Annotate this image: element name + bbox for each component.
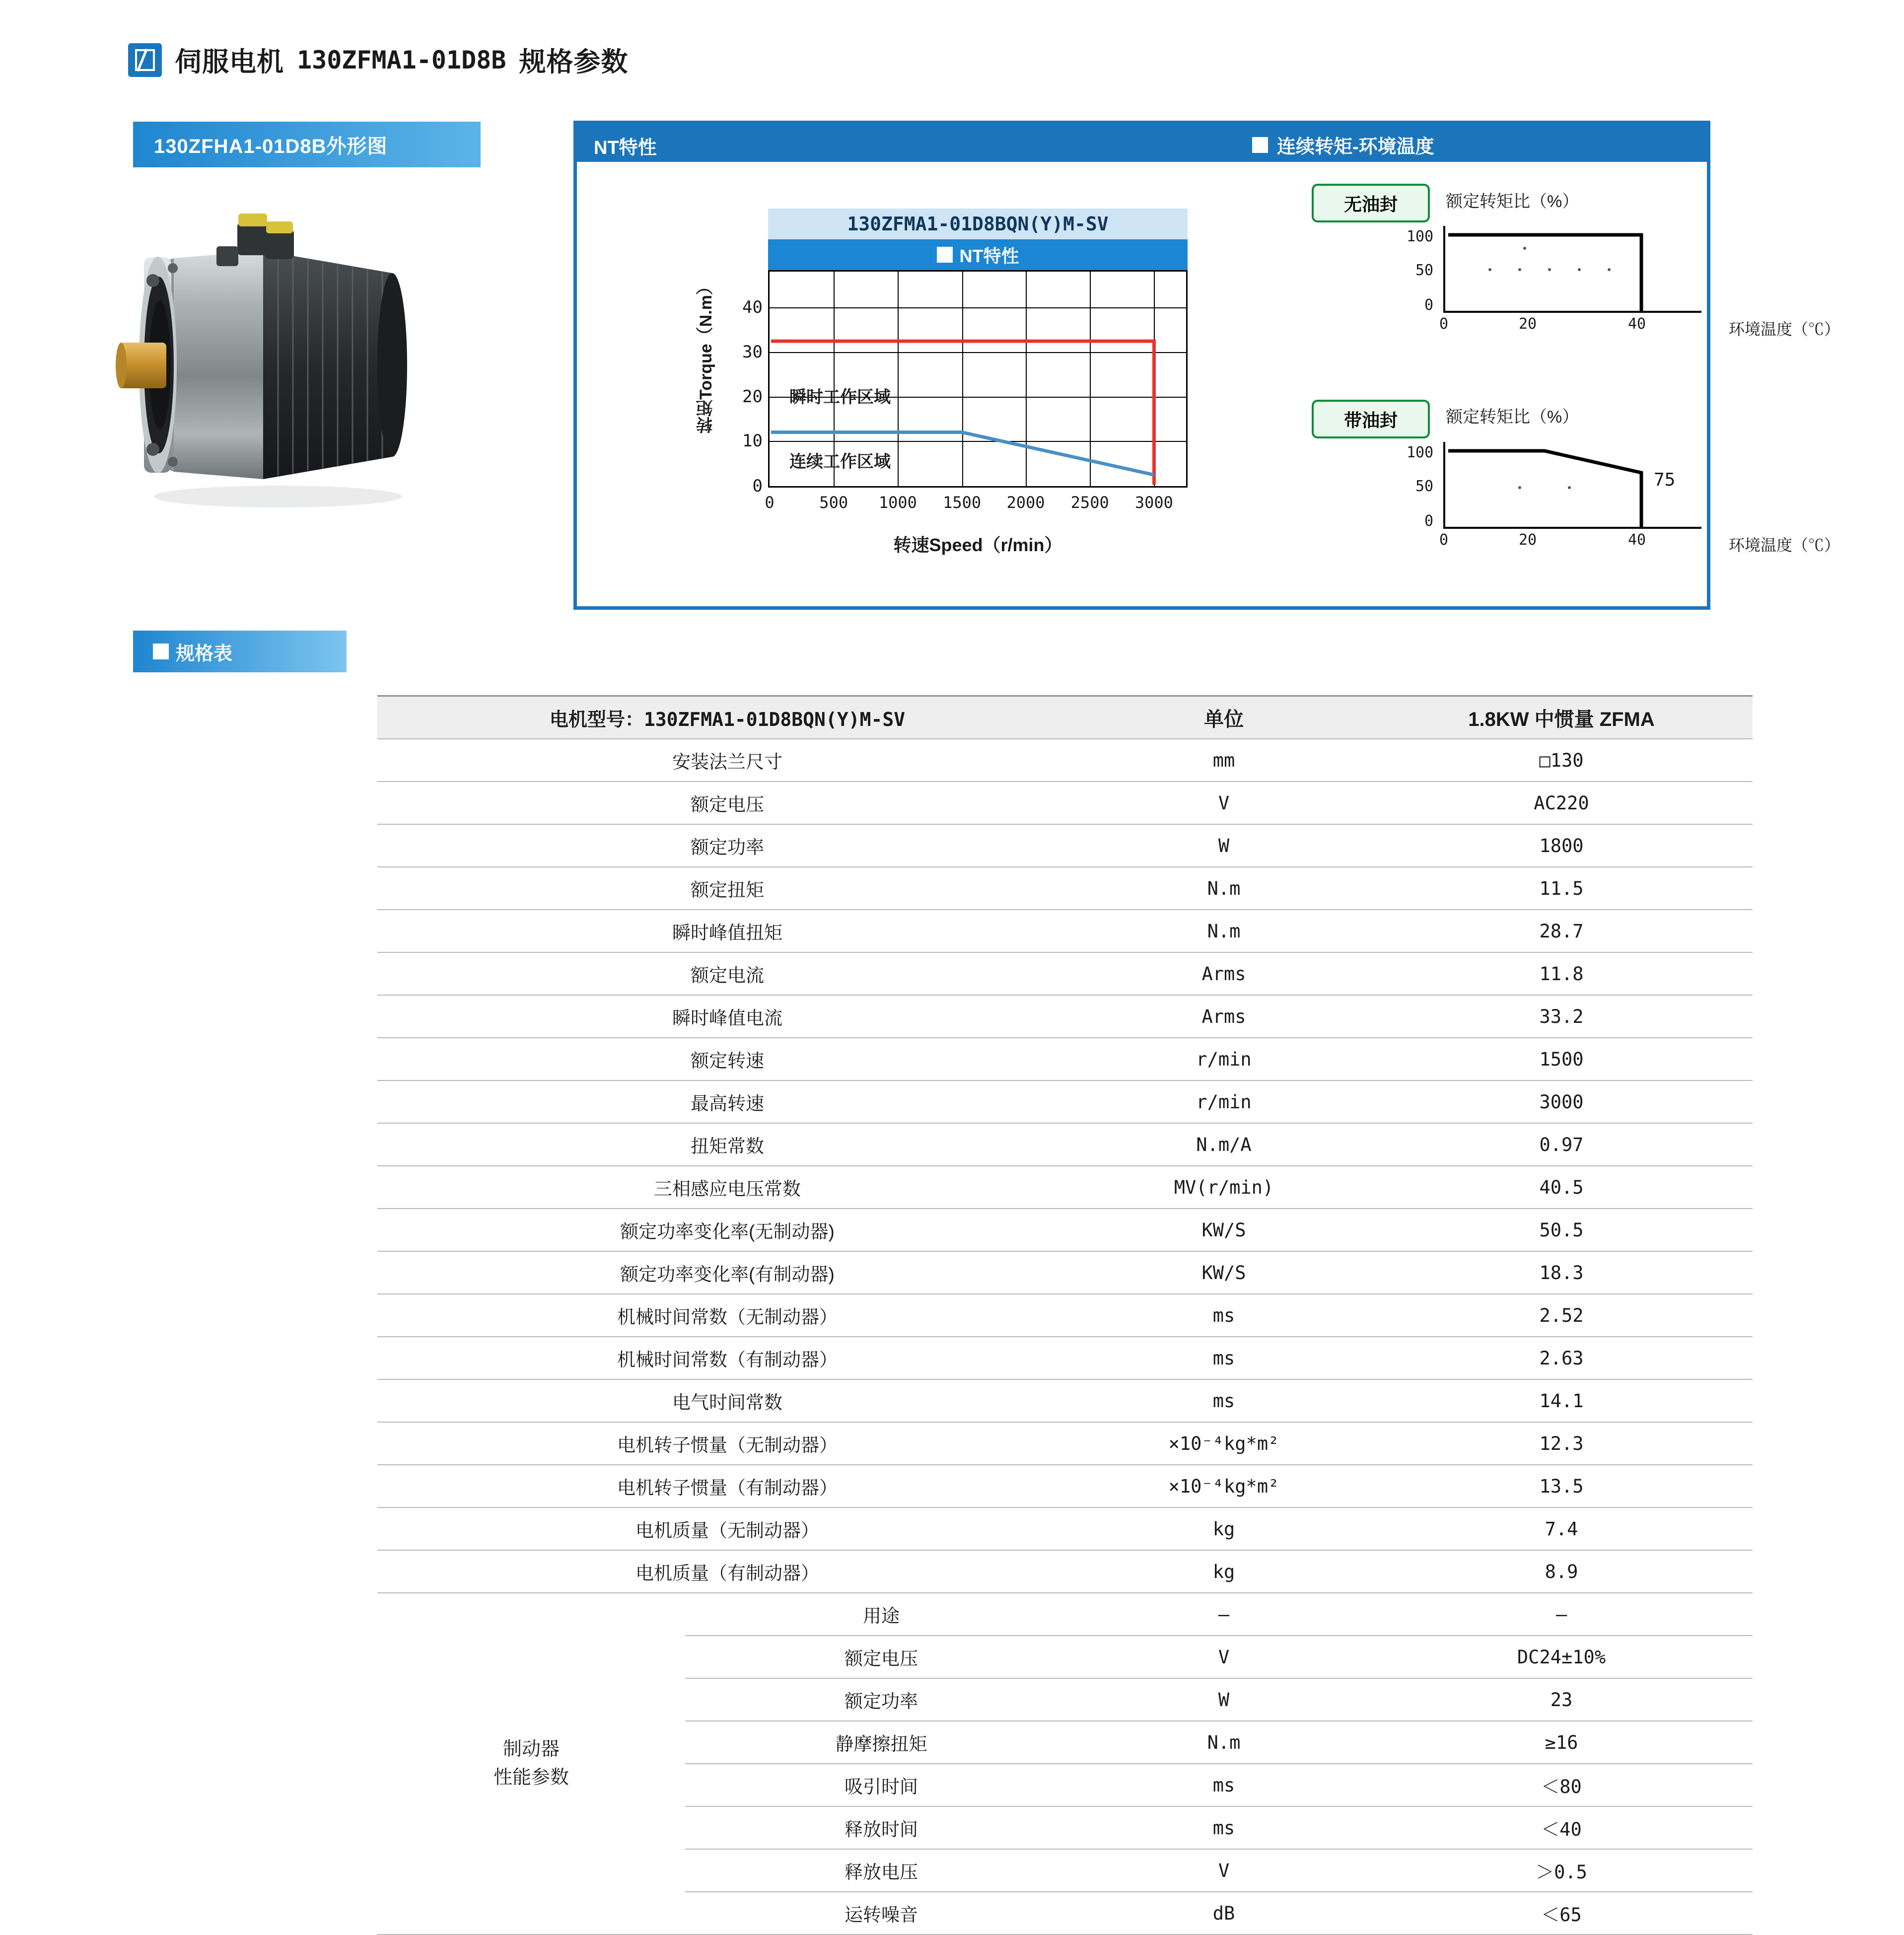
row-name: 额定转速: [377, 1038, 1077, 1080]
no-oil-seal-badge: 无油封: [1312, 184, 1430, 222]
row-value: 23: [1370, 1678, 1753, 1721]
header-suffix: 规格参数: [519, 47, 629, 77]
white-square-icon: [1252, 137, 1268, 153]
continuous-zone-label: 连续工作区域: [789, 452, 891, 471]
table-header-row: [377, 696, 1753, 739]
row-name: 电机转子惯量（无制动器）: [377, 1422, 1077, 1465]
row-value: 1800: [1370, 824, 1753, 867]
row-unit: W: [1077, 1678, 1370, 1721]
row-value: ＞0.5: [1370, 1849, 1753, 1892]
row-name: 电气时间常数: [377, 1379, 1077, 1422]
row-unit: kg: [1077, 1507, 1370, 1550]
row-name: 瞬时峰值扭矩: [377, 910, 1077, 952]
oil-seal-data-label: 75: [1654, 470, 1676, 490]
oil-seal-ratio-label: 额定转矩比（%）: [1446, 408, 1579, 427]
chart-panel: [573, 121, 1840, 610]
oil-seal-plot: 100 50 0 0 20 40 75: [1443, 442, 1701, 529]
row-name: 电机质量（有制动器）: [377, 1550, 1077, 1593]
row-name: 额定功率变化率(有制动器): [377, 1251, 1077, 1294]
brake-group-label: [377, 1593, 685, 1935]
table-row: [377, 1337, 1753, 1379]
table-row: [377, 1507, 1753, 1550]
row-value: 12.3: [1370, 1422, 1753, 1465]
row-unit: Arms: [1077, 995, 1370, 1038]
table-row: [377, 1422, 1753, 1465]
row-name: 机械时间常数（无制动器）: [377, 1294, 1077, 1337]
row-name: 电机质量（无制动器）: [377, 1507, 1077, 1550]
row-unit: V: [1077, 1636, 1370, 1678]
row-name: 额定功率变化率(无制动器): [377, 1209, 1077, 1251]
row-name: 吸引时间: [685, 1764, 1077, 1806]
table-row: [377, 1038, 1753, 1080]
row-value: 11.5: [1370, 867, 1753, 910]
row-unit: r/min: [1077, 1080, 1370, 1123]
spec-table-label-text: 规格表: [176, 643, 233, 664]
row-name: 用途: [685, 1593, 1077, 1636]
row-value: ＜65: [1370, 1892, 1753, 1935]
brake-group-label-line2: 性能参数: [493, 1767, 569, 1788]
table-row: [377, 1251, 1753, 1294]
oil-seal-badge: 带油封: [1312, 400, 1430, 438]
table-row: [377, 910, 1753, 952]
row-name: 额定功率: [377, 824, 1077, 867]
row-unit: V: [1077, 782, 1370, 824]
table-row: [377, 1294, 1753, 1337]
row-value: 13.5: [1370, 1465, 1753, 1507]
servo-motor-photo: [114, 199, 506, 526]
row-name: 额定扭矩: [377, 867, 1077, 910]
row-name: 释放时间: [685, 1806, 1077, 1849]
row-unit: ms: [1077, 1294, 1370, 1337]
row-value: DC24±10%: [1370, 1636, 1753, 1678]
nt-chart-subtitle-label: NT特性: [959, 245, 1019, 266]
table-row: [377, 1550, 1753, 1593]
row-name: 释放电压: [685, 1849, 1077, 1892]
outline-drawing-label: 130ZFHA1-01D8B外形图: [133, 122, 481, 167]
row-unit: N.m/A: [1077, 1123, 1370, 1166]
row-name: 电机转子惯量（有制动器）: [377, 1465, 1077, 1507]
row-value: 2.63: [1370, 1337, 1753, 1379]
row-value: ＜80: [1370, 1764, 1753, 1806]
row-value: 40.5: [1370, 1166, 1753, 1209]
table-row: [377, 1123, 1753, 1166]
row-unit: N.m: [1077, 867, 1370, 910]
row-name: 扭矩常数: [377, 1123, 1077, 1166]
header-model-number: 130ZFMA1-01D8B: [297, 45, 506, 74]
row-value: 2.52: [1370, 1294, 1753, 1337]
row-unit: ms: [1077, 1337, 1370, 1379]
header-value-cell: 1.8KW 中惯量 ZFMA: [1370, 696, 1753, 739]
row-name: 额定电流: [377, 952, 1077, 995]
table-row: [377, 739, 1753, 782]
row-unit: N.m: [1077, 1721, 1370, 1764]
row-value: AC220: [1370, 782, 1753, 824]
row-name: 额定功率: [685, 1678, 1077, 1721]
no-oil-seal-ratio-label: 额定转矩比（%）: [1446, 192, 1579, 211]
header-unit-cell: 单位: [1077, 696, 1370, 739]
row-name: 三相感应电压常数: [377, 1166, 1077, 1209]
table-row: [377, 1593, 1753, 1636]
row-value: 0.97: [1370, 1123, 1753, 1166]
row-unit: N.m: [1077, 910, 1370, 952]
nt-chart-subtitle: [768, 239, 1188, 270]
row-value: 8.9: [1370, 1550, 1753, 1593]
table-row: [377, 1166, 1753, 1209]
table-row: [377, 952, 1753, 995]
row-value: 1500: [1370, 1038, 1753, 1080]
row-name: 额定电压: [377, 782, 1077, 824]
nt-plot-area: 0 10 20 30 40 0 500 1000 1500 2000 2500 3000 瞬时工作区域 连续工作区域: [768, 270, 1188, 488]
white-square-icon: [937, 247, 953, 263]
row-value: □130: [1370, 739, 1753, 782]
row-value: ≥16: [1370, 1721, 1753, 1764]
table-row: [377, 782, 1753, 824]
table-row: [377, 867, 1753, 910]
row-unit: W: [1077, 824, 1370, 867]
specification-table: [377, 695, 1753, 1935]
page-title: 伺服电机: [175, 47, 284, 77]
row-unit: ms: [1077, 1379, 1370, 1422]
row-unit: ×10⁻⁴kg*m²: [1077, 1465, 1370, 1507]
row-name: 静摩擦扭矩: [685, 1721, 1077, 1764]
row-name: 安装法兰尺寸: [377, 739, 1077, 782]
row-value: 28.7: [1370, 910, 1753, 952]
nt-characteristic-chart: [699, 209, 1210, 586]
no-oil-seal-x-axis-label: 环境温度（℃）: [1729, 320, 1840, 338]
spec-table-label: [133, 631, 347, 672]
row-unit: dB: [1077, 1892, 1370, 1935]
row-value: 18.3: [1370, 1251, 1753, 1294]
row-name: 瞬时峰值电流: [377, 995, 1077, 1038]
page-header: [128, 41, 628, 79]
row-unit: ms: [1077, 1806, 1370, 1849]
row-value: —: [1370, 1593, 1753, 1636]
row-unit: KW/S: [1077, 1209, 1370, 1251]
oil-seal-x-axis-label: 环境温度（℃）: [1729, 536, 1840, 554]
row-unit: ms: [1077, 1764, 1370, 1806]
no-oil-seal-plot: 100 50 0 0 20 40: [1443, 226, 1701, 313]
row-value: 7.4: [1370, 1507, 1753, 1550]
nt-x-axis-label: 转速Speed（r/min）: [893, 535, 1062, 555]
nt-y-axis-label: 转矩Torque（N.m）: [697, 278, 715, 433]
continuous-torque-header: [1252, 131, 1434, 158]
row-unit: —: [1077, 1593, 1370, 1636]
row-unit: V: [1077, 1849, 1370, 1892]
continuous-torque-header-label: 连续转矩-环境温度: [1277, 137, 1434, 157]
row-unit: KW/S: [1077, 1251, 1370, 1294]
chart-panel-header: [577, 124, 1707, 162]
row-value: 14.1: [1370, 1379, 1753, 1422]
table-row: [377, 995, 1753, 1038]
row-unit: kg: [1077, 1550, 1370, 1593]
row-unit: Arms: [1077, 952, 1370, 995]
row-unit: r/min: [1077, 1038, 1370, 1080]
nt-chart-title: 130ZFMA1-01D8BQN(Y)M-SV: [768, 209, 1188, 239]
row-name: 额定电压: [685, 1636, 1077, 1678]
header-model-cell: 电机型号：130ZFMA1-01D8BQN(Y)M-SV: [377, 696, 1077, 739]
nt-header-label: NT特性: [594, 138, 657, 158]
table-row: [377, 1209, 1753, 1251]
row-value: 11.8: [1370, 952, 1753, 995]
row-name: 最高转速: [377, 1080, 1077, 1123]
row-name: 机械时间常数（有制动器）: [377, 1337, 1077, 1379]
row-unit: mm: [1077, 739, 1370, 782]
row-unit: ×10⁻⁴kg*m²: [1077, 1422, 1370, 1465]
table-row: [377, 824, 1753, 867]
white-square-icon: [153, 644, 169, 659]
table-row: [377, 1465, 1753, 1507]
row-name: 运转噪音: [685, 1892, 1077, 1935]
instant-zone-label: 瞬时工作区域: [789, 388, 891, 407]
brake-group-label-line1: 制动器: [502, 1739, 560, 1760]
table-row: [377, 1379, 1753, 1422]
row-value: 33.2: [1370, 995, 1753, 1038]
row-value: 50.5: [1370, 1209, 1753, 1251]
row-value: 3000: [1370, 1080, 1753, 1123]
row-unit: MV(r/min): [1077, 1166, 1370, 1209]
row-value: ＜40: [1370, 1806, 1753, 1849]
motor-logo-icon: [128, 43, 162, 77]
table-row: [377, 1080, 1753, 1123]
